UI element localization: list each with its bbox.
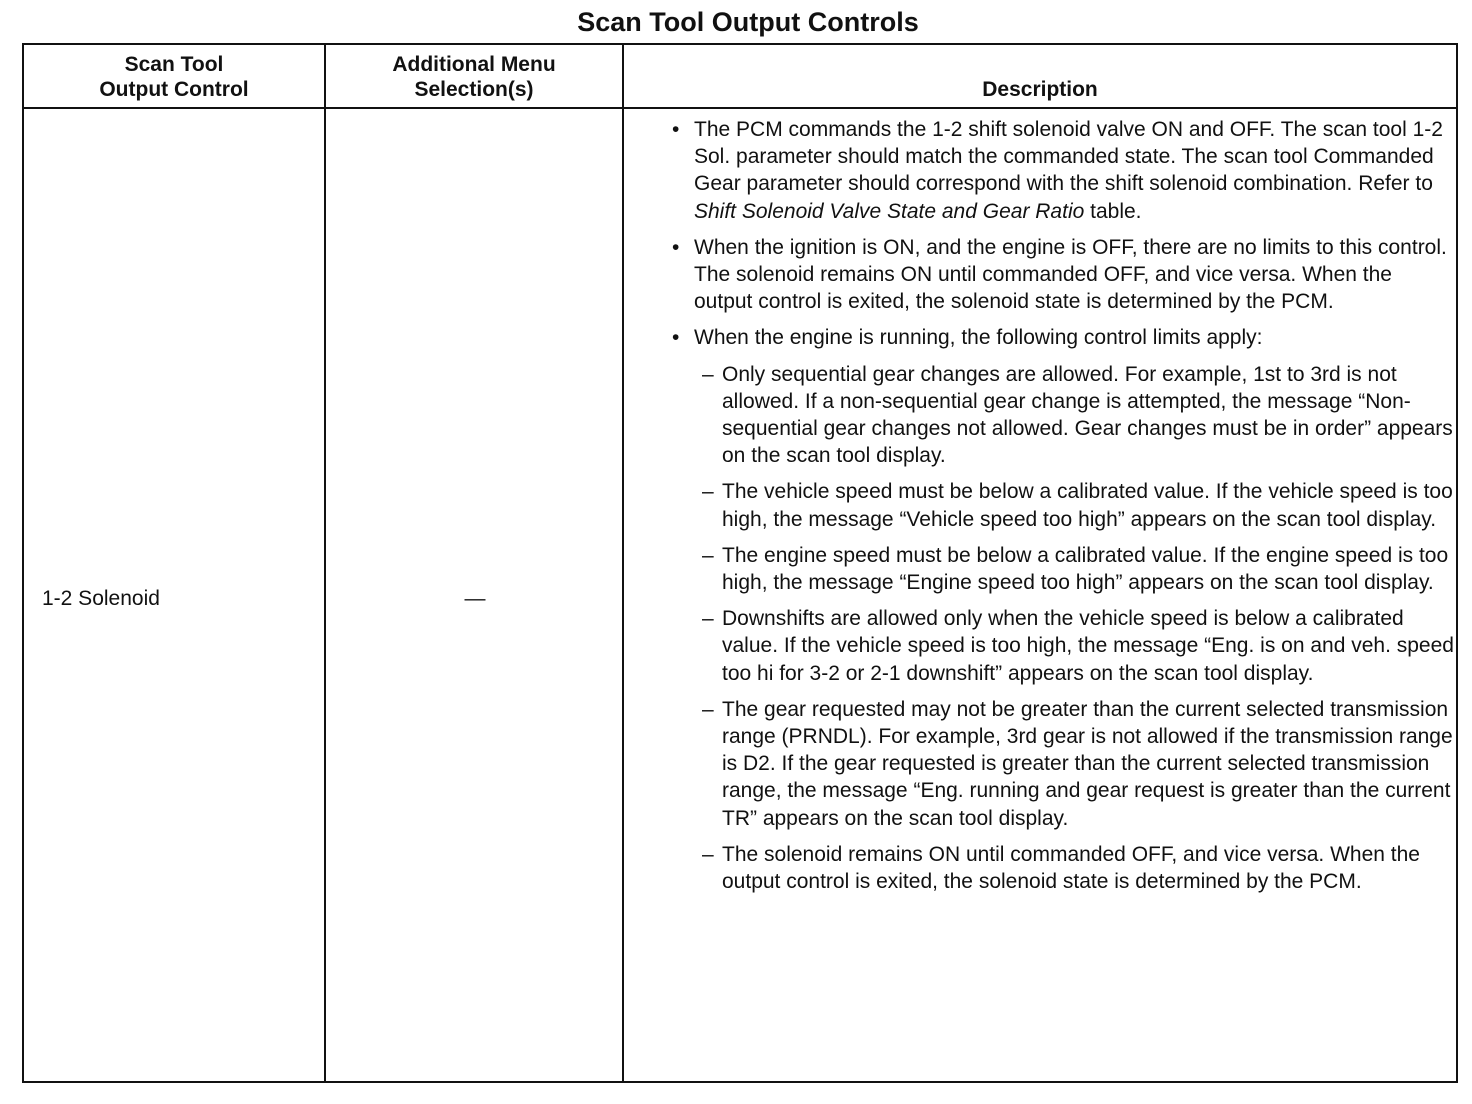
list-item-text: The gear requested may not be greater than the current selected transmission range (PRNDL). For example, 3rd gear is not allowed if the transmission range is D2. If the gear requested is greater than the current selected transmission range, the message “Eng. running and gear request is greater than the current TR” appears on the scan tool display. <box>722 697 1453 830</box>
description-bullet <box>664 324 1454 351</box>
bullet-text-end: table. <box>1084 199 1142 223</box>
description-bullet <box>664 116 1454 225</box>
header-output-control <box>24 45 324 107</box>
bullet-dot-icon: • <box>672 118 680 141</box>
bullet-dot-icon: • <box>672 235 680 259</box>
list-item-text: Downshifts are allowed only when the vehicle speed is below a calibrated value. If the vehicle speed is too high, the message “Eng. is on and veh. speed too hi for 3-2 or 2-1 downshift” appears on the scan tool display. <box>722 607 1454 685</box>
dash-icon: – <box>702 842 714 866</box>
list-item-text: Only sequential gear changes are allowed. For example, 1st to 3rd is not allowed. If a non-sequential gear change is attempted, the message “Non-sequential gear changes not allowed. Gear changes must be in order” appears on the scan tool display. <box>722 362 1453 468</box>
header-menu-selection-line2: Selection(s) <box>414 78 534 101</box>
dash-icon: – <box>702 362 714 386</box>
list-item <box>664 542 1454 596</box>
bullet-dot-icon: • <box>672 326 680 350</box>
bullet-text: The PCM commands the 1-2 shift solenoid valve ON and OFF. The scan tool 1-2 Sol. parameter should match the commanded state. The scan tool Commanded Gear parameter should correspond with the shift solenoid combination. Refer to <box>694 118 1443 196</box>
header-description-label: Description <box>982 78 1098 101</box>
page-title: Scan Tool Output Controls <box>577 7 919 37</box>
dash-icon: – <box>702 697 714 721</box>
list-item <box>664 841 1454 895</box>
list-item-text: The vehicle speed must be below a calibrated value. If the vehicle speed is too high, the message “Vehicle speed too high” appears on the scan tool display. <box>722 480 1453 531</box>
table-reference: Shift Solenoid Valve State and Gear Ratio <box>694 199 1085 223</box>
column-divider <box>622 45 624 1081</box>
cell-menu-selection: — <box>464 587 486 610</box>
dash-icon: – <box>702 480 714 504</box>
list-item <box>664 361 1454 470</box>
list-item <box>664 696 1454 832</box>
description-bullet <box>664 234 1454 316</box>
output-controls-table <box>22 43 1458 1083</box>
cell-description <box>664 116 1454 904</box>
dash-icon: – <box>702 543 714 567</box>
list-item-text: The solenoid remains ON until commanded OFF, and vice versa. When the output control is exited, the solenoid state is determined by the PCM. <box>722 842 1420 894</box>
dash-icon: – <box>702 607 714 631</box>
list-item-text: The engine speed must be below a calibrated value. If the engine speed is too high, the message “Engine speed too high” appears on the scan tool display. <box>722 543 1449 595</box>
cell-output-control: 1-2 Solenoid <box>42 587 160 610</box>
control-limits-list <box>664 361 1454 896</box>
column-divider <box>324 45 326 1081</box>
list-item <box>664 605 1454 687</box>
bullet-text: When the engine is running, the following control limits apply: <box>694 326 1263 350</box>
header-output-control-line2: Output Control <box>99 78 249 101</box>
header-menu-selection-line1: Additional Menu <box>392 53 556 76</box>
bullet-text: When the ignition is ON, and the engine is OFF, there are no limits to this control. The solenoid remains ON until commanded OFF, and vice versa. When the output control is exited, the solenoid state is determined by the PCM. <box>694 235 1447 314</box>
header-output-control-line1: Scan Tool <box>124 53 224 76</box>
list-item <box>664 478 1454 532</box>
header-menu-selection <box>326 45 622 107</box>
header-divider <box>24 107 1456 109</box>
header-description <box>624 45 1456 107</box>
